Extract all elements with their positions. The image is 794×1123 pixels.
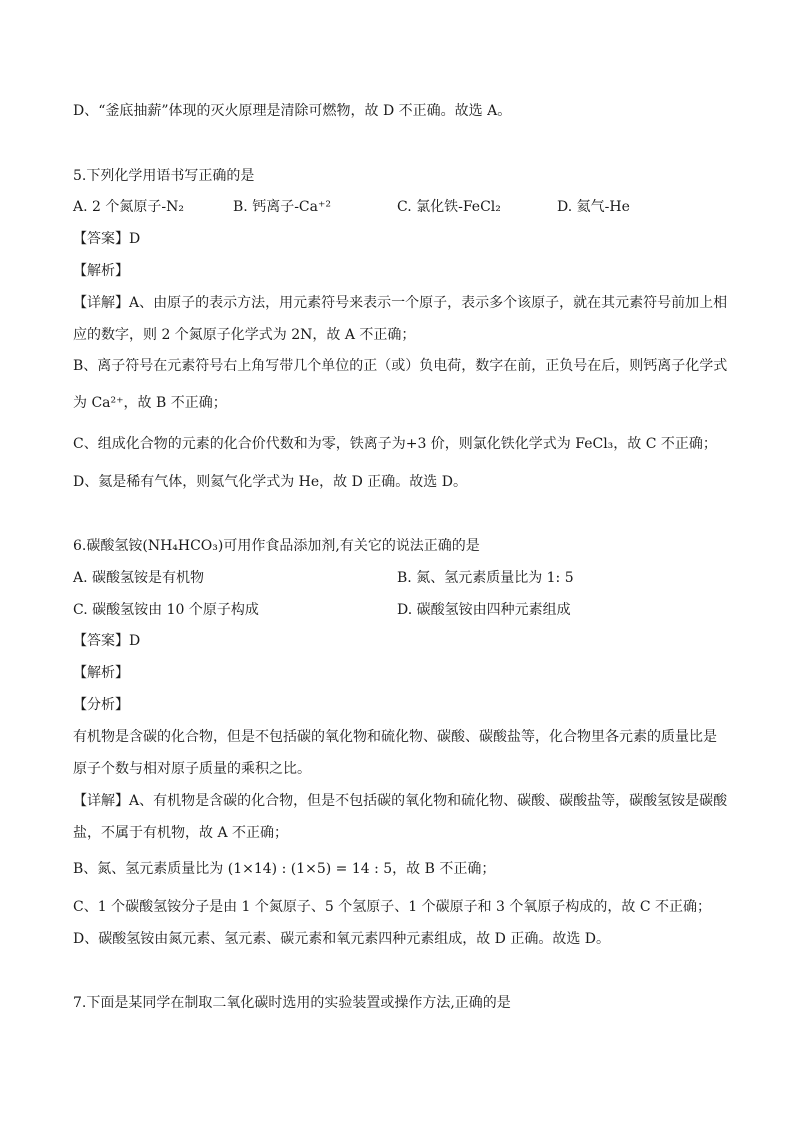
- q6-option-b-explanation: B、氮、氢元素质量比为 (1×14) : (1×5) = 14 : 5，故 B 不正确；: [73, 861, 496, 877]
- q6-option-b: B. 氮、氢元素质量比为 1: 5: [397, 570, 574, 586]
- q6-fenxi-line-2: 原子个数与相对原子质量的乘积之比。: [73, 761, 311, 777]
- q5-stem: 5.下列化学用语书写正确的是: [73, 168, 255, 184]
- q5-option-d-explanation: D、氦是稀有气体，则氦气化学式为 He，故 D 正确。故选 D。: [73, 474, 467, 490]
- q5-answer: 【答案】D: [73, 231, 141, 247]
- q5-option-b-explanation-2: 为 Ca²⁺，故 B 不正确；: [73, 395, 227, 411]
- q6-fenxi-heading: 【分析】: [73, 697, 129, 713]
- q5-detail-line-2: 应的数字，则 2 个氮原子化学式为 2N，故 A 不正确；: [73, 327, 416, 343]
- q6-option-c-explanation: C、1 个碳酸氢铵分子是由 1 个氮原子、5 个氢原子、1 个碳原子和 3 个氧原子构成的，故 C 不正确；: [73, 899, 712, 915]
- q6-option-d: D. 碳酸氢铵由四种元素组成: [397, 602, 571, 618]
- q5-detail-line-1: 【详解】A、由原子的表示方法，用元素符号来表示一个原子，表示多个该原子，就在其元素符号前加上相: [73, 295, 728, 311]
- q5-analysis-heading: 【解析】: [73, 263, 129, 279]
- q6-detail-line-2: 盐，不属于有机物，故 A 不正确；: [73, 825, 289, 841]
- q6-option-c: C. 碳酸氢铵由 10 个原子构成: [73, 602, 259, 618]
- q5-option-b: B. 钙离子-Ca⁺²: [233, 199, 331, 215]
- q6-stem: 6.碳酸氢铵(NH₄HCO₃)可用作食品添加剂,有关它的说法正确的是: [73, 538, 480, 554]
- q6-answer: 【答案】D: [73, 633, 141, 649]
- q6-analysis-heading: 【解析】: [73, 665, 129, 681]
- q6-detail-line-1: 【详解】A、有机物是含碳的化合物，但是不包括碳的氧化物和硫化物、碳酸、碳酸盐等，碳酸氢铵是碳酸: [73, 793, 728, 809]
- q5-option-c: C. 氯化铁-FeCl₂: [397, 199, 501, 215]
- q5-option-a: A. 2 个氮原子-N₂: [73, 199, 184, 215]
- q5-option-d: D. 氦气-He: [557, 199, 630, 215]
- q6-fenxi-line-1: 有机物是含碳的化合物，但是不包括碳的氧化物和硫化物、碳酸、碳酸盐等，化合物里各元素的质量比是: [73, 729, 717, 745]
- q6-option-a: A. 碳酸氢铵是有机物: [73, 570, 205, 586]
- q4-option-d-explanation: D、“釜底抽薪”体现的灭火原理是清除可燃物，故 D 不正确。故选 A。: [73, 103, 512, 119]
- q7-stem: 7.下面是某同学在制取二氧化碳时选用的实验装置或操作方法,正确的是: [73, 995, 511, 1011]
- q6-option-d-explanation: D、碳酸氢铵由氮元素、氢元素、碳元素和氧元素四种元素组成，故 D 正确。故选 D。: [73, 931, 611, 947]
- q5-option-c-explanation: C、组成化合物的元素的化合价代数和为零，铁离子为+3 价，则氯化铁化学式为 FeCl₃，故 C 不正确；: [73, 436, 717, 452]
- q5-option-b-explanation-1: B、离子符号在元素符号右上角写带几个单位的正（或）负电荷，数字在前，正负号在后，则钙离子化学式: [73, 358, 728, 374]
